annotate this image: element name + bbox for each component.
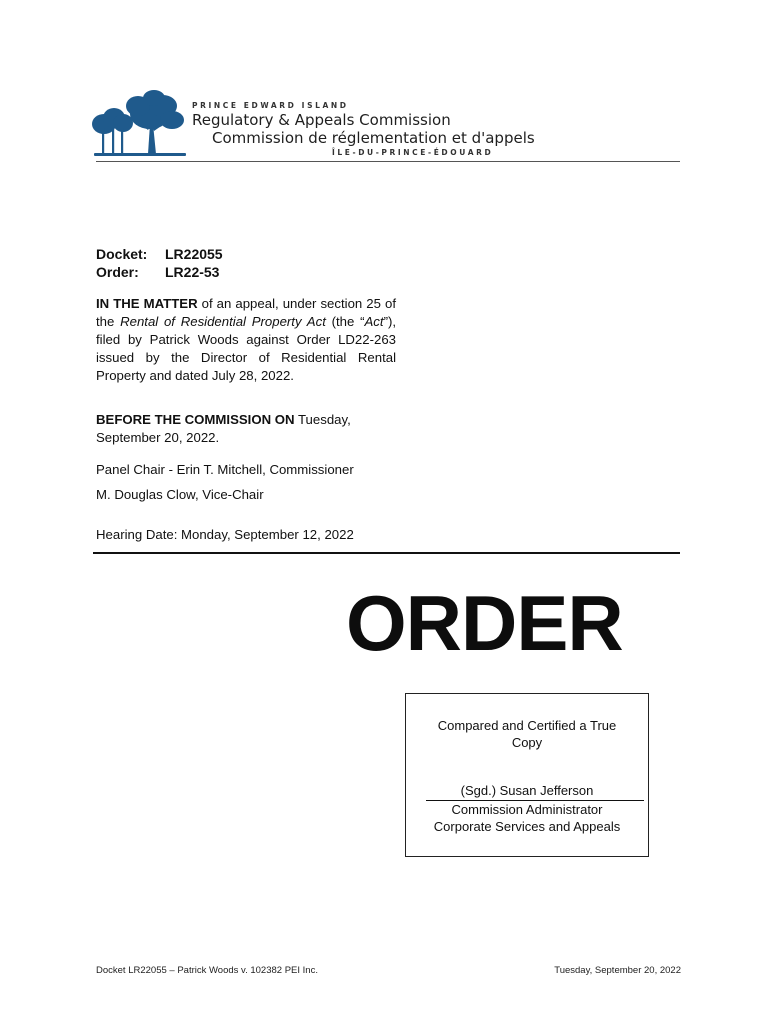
act-short: Act — [364, 314, 384, 329]
footer-date: Tuesday, September 20, 2022 — [554, 965, 681, 976]
hearing-date: Hearing Date: Monday, September 12, 2022 — [96, 527, 354, 542]
footer-docket: Docket LR22055 – Patrick Woods v. 102382 PEI Inc. — [96, 965, 318, 976]
matter-text-3: ”), filed by Patrick Woods against Order LD22-263 issued by the Director of Residential Rental Property and dated July 28, 2022. — [96, 314, 397, 383]
certified-line-2: Copy — [511, 735, 543, 750]
commission-logo-trees-icon — [90, 90, 190, 158]
docket-value: LR22055 — [165, 246, 223, 262]
before-text: Tuesday, September 20, 2022. — [96, 412, 351, 445]
logo-province-text: PRINCE EDWARD ISLAND — [192, 101, 349, 110]
section-divider — [93, 552, 680, 554]
matter-lead: IN THE MATTER — [96, 296, 198, 311]
matter-paragraph — [96, 295, 396, 385]
order-row — [96, 264, 219, 280]
panel-chair: Panel Chair - Erin T. Mitchell, Commissioner — [96, 462, 354, 477]
vice-chair: M. Douglas Clow, Vice-Chair — [96, 487, 264, 502]
before-lead: BEFORE THE COMMISSION ON — [96, 412, 295, 427]
certified-copy-box — [405, 693, 649, 857]
order-value: LR22-53 — [165, 264, 220, 280]
order-title: ORDER — [346, 579, 623, 667]
signer-department: Corporate Services and Appeals — [433, 819, 621, 834]
matter-text-1: of an appeal, under section 25 of the — [96, 296, 396, 329]
act-name: Rental of Residential Property Act — [120, 314, 326, 329]
order-label: Order: — [96, 264, 139, 280]
docket-row — [96, 246, 223, 262]
logo-province-french-text: ÎLE-DU-PRINCE-ÉDOUARD — [332, 148, 494, 157]
certified-line-1: Compared and Certified a True — [437, 718, 617, 733]
logo-english-name: Regulatory & Appeals Commission — [192, 111, 451, 129]
signature-line: (Sgd.) Susan Jefferson — [460, 783, 594, 798]
docket-label: Docket: — [96, 246, 148, 262]
signer-role: Commission Administrator — [451, 802, 603, 817]
logo-french-name: Commission de réglementation et d'appels — [212, 129, 535, 147]
matter-text-2: (the “ — [325, 314, 365, 329]
before-commission-paragraph — [96, 411, 396, 447]
header-divider — [96, 161, 680, 162]
